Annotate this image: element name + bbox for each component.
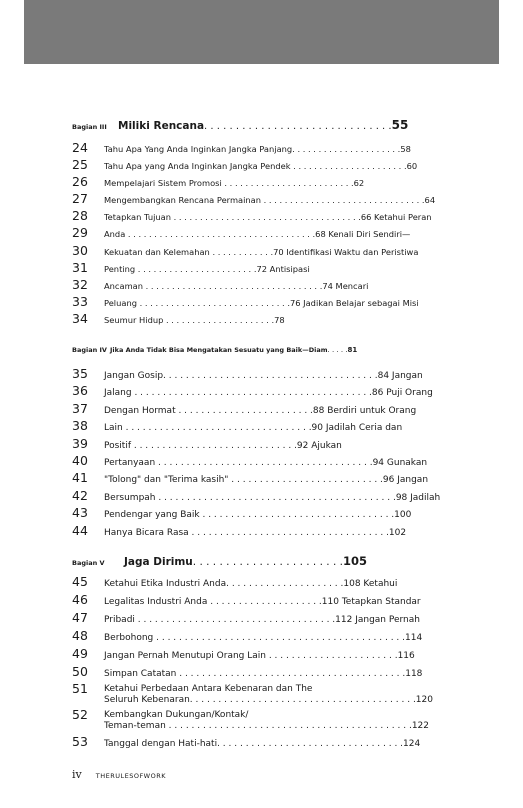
entry-text: Jangan Pernah Menutupi Orang Lain . . . . . . . . . . . . . . . . . . . . . . .116 bbox=[104, 650, 415, 661]
entry-text: Jalang . . . . . . . . . . . . . . . . . . . . . . . . . . . . . . . . . . . . . . . . . .86 Puji Orang bbox=[104, 388, 433, 399]
entry-text bbox=[104, 682, 433, 706]
toc-entry bbox=[72, 682, 444, 708]
part-title: Miliki Rencana bbox=[118, 120, 205, 132]
toc-entry bbox=[72, 401, 444, 418]
entry-text: Positif . . . . . . . . . . . . . . . . . . . . . . . . . . . . .92 Ajukan bbox=[104, 440, 342, 451]
part-leader-dots: . . . . . . . . . . . . . . . . . . . . . . . . . . . . . . bbox=[204, 121, 392, 132]
entry-number: 29 bbox=[72, 225, 88, 241]
toc-entry bbox=[72, 191, 444, 208]
entry-number: 32 bbox=[72, 276, 88, 292]
entry-text: Tanggal dengan Hati-hati. . . . . . . . . . . . . . . . . . . . . . . . . . . . . . . . .124 bbox=[104, 738, 421, 749]
toc-entry bbox=[72, 628, 444, 646]
toc-entry bbox=[72, 294, 444, 311]
toc-part bbox=[72, 554, 444, 752]
part-leader-dots: . . . . . bbox=[327, 346, 348, 355]
part-label: Bagian IV bbox=[72, 346, 107, 355]
toc-entry bbox=[72, 383, 444, 400]
toc-entry bbox=[72, 592, 444, 610]
part-page-number: 105 bbox=[342, 553, 367, 568]
toc-entry bbox=[72, 453, 444, 470]
toc-entry bbox=[72, 646, 444, 664]
entry-text-line: Ketahui Perbedaan Antara Kebenaran dan The bbox=[104, 683, 313, 694]
entry-text: "Tolong" dan "Terima kasih" . . . . . . . . . . . . . . . . . . . . . . . . . . .96 Jangan bbox=[104, 475, 429, 486]
toc-entry bbox=[72, 610, 444, 628]
entry-number: 51 bbox=[72, 681, 88, 696]
entry-number: 38 bbox=[72, 418, 88, 434]
entry-text bbox=[104, 708, 429, 732]
part-heading bbox=[72, 346, 444, 366]
toc-entry bbox=[72, 574, 444, 592]
entry-text: Simpan Catatan . . . . . . . . . . . . . . . . . . . . . . . . . . . . . . . . . . . . . . . .118 bbox=[104, 668, 423, 679]
toc-entry bbox=[72, 140, 444, 157]
entry-number: 46 bbox=[72, 591, 88, 607]
entry-number: 52 bbox=[72, 707, 88, 722]
toc-entry bbox=[72, 505, 444, 522]
part-page-number: 55 bbox=[391, 118, 409, 132]
entry-number: 50 bbox=[72, 663, 88, 679]
entry-number: 43 bbox=[72, 505, 88, 521]
toc-entry bbox=[72, 664, 444, 682]
toc-entry bbox=[72, 734, 444, 752]
toc-entry bbox=[72, 208, 444, 225]
toc-entry bbox=[72, 366, 444, 383]
entry-text: Hanya Bicara Rasa . . . . . . . . . . . . . . . . . . . . . . . . . . . . . . . . . . .102 bbox=[104, 527, 407, 538]
toc-entry bbox=[72, 174, 444, 191]
entry-number: 47 bbox=[72, 609, 88, 625]
entry-text: Seumur Hidup . . . . . . . . . . . . . . . . . . . . .78 bbox=[104, 314, 285, 325]
part-page-number: 81 bbox=[347, 346, 358, 355]
toc-entry bbox=[72, 243, 444, 260]
entry-text: Tahu Apa Yang Anda Inginkan Jangka Panjang. . . . . . . . . . . . . . . . . . . . .58 bbox=[104, 144, 411, 154]
part-leader-dots: . . . . . . . . . . . . . . . . . . . . . . . bbox=[192, 555, 343, 568]
entry-text: Dengan Hormat . . . . . . . . . . . . . . . . . . . . . . . .88 Berdiri untuk Orang bbox=[104, 405, 417, 416]
entry-number: 30 bbox=[72, 242, 88, 258]
entry-text: Kekuatan dan Kelemahan . . . . . . . . . . . .70 Identifikasi Waktu dan Peristiwa bbox=[104, 246, 419, 257]
part-title: Jika Anda Tidak Bisa Mengatakan Sesuatu yang Baik—Diam bbox=[110, 346, 328, 355]
toc-entry bbox=[72, 436, 444, 453]
entry-number: 34 bbox=[72, 310, 88, 326]
entry-number: 48 bbox=[72, 627, 88, 643]
header-band bbox=[24, 0, 499, 64]
entry-text: Pribadi . . . . . . . . . . . . . . . . . . . . . . . . . . . . . . . . . . .112 Jangan Pernah bbox=[104, 614, 420, 625]
part-heading bbox=[72, 118, 444, 140]
entry-number: 28 bbox=[72, 208, 88, 224]
entry-text: Anda . . . . . . . . . . . . . . . . . . . . . . . . . . . . . . . . . . . .68 Kenali Diri Sendiri— bbox=[104, 229, 411, 240]
entry-number: 35 bbox=[72, 366, 88, 382]
toc-entry bbox=[72, 225, 444, 242]
entry-text: Lain . . . . . . . . . . . . . . . . . . . . . . . . . . . . . . . . .90 Jadilah Ceria dan bbox=[104, 423, 403, 434]
entry-number: 27 bbox=[72, 191, 88, 207]
toc-entry bbox=[72, 470, 444, 487]
toc-entry bbox=[72, 311, 444, 328]
entry-number: 49 bbox=[72, 645, 88, 661]
entry-number: 42 bbox=[72, 487, 88, 503]
entry-number: 40 bbox=[72, 452, 88, 468]
entry-text: Peluang . . . . . . . . . . . . . . . . . . . . . . . . . . . . .76 Jadikan Belajar sebagai Misi bbox=[104, 297, 419, 308]
entry-text: Mengembangkan Rencana Permainan . . . . . . . . . . . . . . . . . . . . . . . . . . . . . . .64 bbox=[104, 195, 436, 206]
toc-entry bbox=[72, 418, 444, 435]
toc-part bbox=[72, 346, 444, 540]
toc-entry bbox=[72, 277, 444, 294]
entry-number: 36 bbox=[72, 383, 88, 399]
entry-text: Penting . . . . . . . . . . . . . . . . . . . . . . .72 Antisipasi bbox=[104, 263, 310, 274]
entry-number: 39 bbox=[72, 435, 88, 451]
entry-text: Ancaman . . . . . . . . . . . . . . . . . . . . . . . . . . . . . . . . . .74 Mencari bbox=[104, 280, 369, 291]
toc-entry bbox=[72, 708, 444, 734]
entry-text: Legalitas Industri Anda . . . . . . . . . . . . . . . . . . . .110 Tetapkan Standar bbox=[104, 596, 421, 607]
entry-number: 45 bbox=[72, 573, 88, 589]
part-label: Bagian V bbox=[72, 558, 105, 567]
part-heading bbox=[72, 554, 444, 574]
entry-number: 33 bbox=[72, 293, 88, 309]
page-footer bbox=[72, 768, 166, 781]
entry-number: 44 bbox=[72, 522, 88, 538]
entry-number: 25 bbox=[72, 157, 88, 173]
entry-text-line: Seluruh Kebenaran. . . . . . . . . . . . . . . . . . . . . . . . . . . . . . . . . . . . . . . .120 bbox=[104, 694, 433, 705]
toc-entry bbox=[72, 157, 444, 174]
part-title: Jaga Dirimu bbox=[124, 555, 193, 568]
running-head: THERULESOFWORK bbox=[95, 772, 167, 780]
page-number: iv bbox=[72, 768, 82, 781]
entry-text: Jangan Gosip. . . . . . . . . . . . . . . . . . . . . . . . . . . . . . . . . . . . . .84 Jangan bbox=[104, 371, 423, 382]
entry-number: 26 bbox=[72, 174, 88, 190]
entry-text: Mempelajari Sistem Promosi . . . . . . . . . . . . . . . . . . . . . . . . .62 bbox=[104, 178, 365, 189]
entry-text: Tahu Apa yang Anda Inginkan Jangka Pendek . . . . . . . . . . . . . . . . . . . . . .60 bbox=[104, 161, 418, 172]
entry-number: 53 bbox=[72, 733, 88, 749]
part-label: Bagian III bbox=[72, 123, 107, 131]
entry-text-line: Teman-teman . . . . . . . . . . . . . . . . . . . . . . . . . . . . . . . . . . . . . . . . . . .122 bbox=[104, 720, 430, 731]
entry-number: 24 bbox=[72, 140, 88, 155]
entry-text: Pendengar yang Baik . . . . . . . . . . . . . . . . . . . . . . . . . . . . . . . . . .100 bbox=[104, 510, 412, 521]
entry-text: Berbohong . . . . . . . . . . . . . . . . . . . . . . . . . . . . . . . . . . . . . . . . . . . .114 bbox=[104, 632, 423, 643]
toc-entry bbox=[72, 260, 444, 277]
entry-text-line: Kembangkan Dukungan/Kontak/ bbox=[104, 709, 249, 720]
toc-entry bbox=[72, 523, 444, 540]
entry-number: 31 bbox=[72, 259, 88, 275]
toc-part bbox=[72, 118, 444, 328]
table-of-contents bbox=[72, 118, 444, 752]
entry-text: Pertanyaan . . . . . . . . . . . . . . . . . . . . . . . . . . . . . . . . . . . . . .94 Gunakan bbox=[104, 457, 428, 468]
entry-text: Bersumpah . . . . . . . . . . . . . . . . . . . . . . . . . . . . . . . . . . . . . . . . . .98 Jadilah bbox=[104, 492, 441, 503]
entry-text: Tetapkan Tujuan . . . . . . . . . . . . . . . . . . . . . . . . . . . . . . . . . . . .66 Ketahui Peran bbox=[104, 212, 432, 223]
entry-number: 37 bbox=[72, 400, 88, 416]
toc-entry bbox=[72, 488, 444, 505]
entry-text: Ketahui Etika Industri Anda. . . . . . . . . . . . . . . . . . . . .108 Ketahui bbox=[104, 578, 398, 589]
entry-number: 41 bbox=[72, 470, 88, 486]
